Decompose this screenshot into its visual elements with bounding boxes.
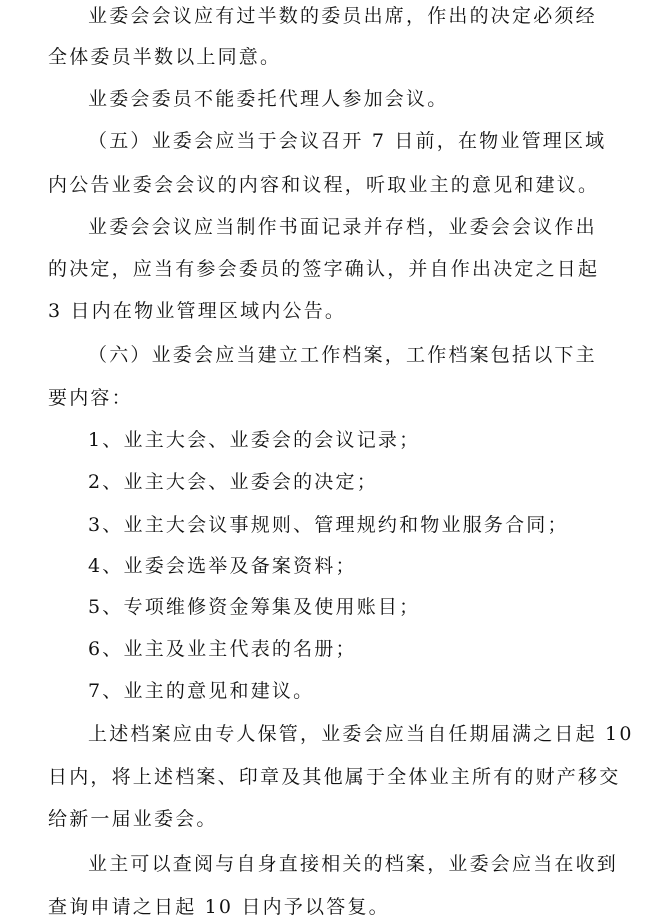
list-item: 2、业主大会、业委会的决定； [88, 471, 378, 493]
paragraph-line: 日内，将上述档案、印章及其他属于全体业主所有的财产移交 [48, 766, 621, 788]
paragraph-line: 业委会会议应有过半数的委员出席，作出的决定必须经 [88, 5, 597, 27]
paragraph-line: 全体委员半数以上同意。 [48, 46, 282, 68]
paragraph-line: 业委会委员不能委托代理人参加会议。 [88, 88, 449, 110]
paragraph-line: 的决定，应当有参会委员的签字确认，并自作出决定之日起 [48, 258, 600, 280]
list-item: 5、专项维修资金筹集及使用账目； [88, 596, 421, 618]
list-item: 3、业主大会议事规则、管理规约和物业服务合同； [88, 514, 569, 536]
list-item: 7、业主的意见和建议。 [88, 680, 315, 702]
paragraph-line: 3 日内在物业管理区域内公告。 [48, 300, 347, 322]
paragraph-line: 内公告业委会会议的内容和议程，听取业主的意见和建议。 [48, 174, 600, 196]
paragraph-line: （六）业委会应当建立工作档案，工作档案包括以下主 [88, 344, 597, 366]
paragraph-line: 要内容： [48, 387, 133, 409]
list-item: 1、业主大会、业委会的会议记录； [88, 429, 421, 451]
paragraph-line: （五）业委会应当于会议召开 7 日前，在物业管理区域 [88, 130, 607, 152]
paragraph-line: 给新一届业委会。 [48, 808, 218, 830]
paragraph-line: 上述档案应由专人保管，业委会应当自任期届满之日起 10 [88, 723, 634, 745]
paragraph-line: 业主可以查阅与自身直接相关的档案，业委会应当在收到 [88, 853, 619, 875]
list-item: 4、业委会选举及备案资料； [88, 555, 357, 577]
paragraph-line: 查询申请之日起 10 日内予以答复。 [48, 896, 390, 918]
list-item: 6、业主及业主代表的名册； [88, 638, 357, 660]
paragraph-line: 业委会会议应当制作书面记录并存档，业委会会议作出 [88, 216, 597, 238]
